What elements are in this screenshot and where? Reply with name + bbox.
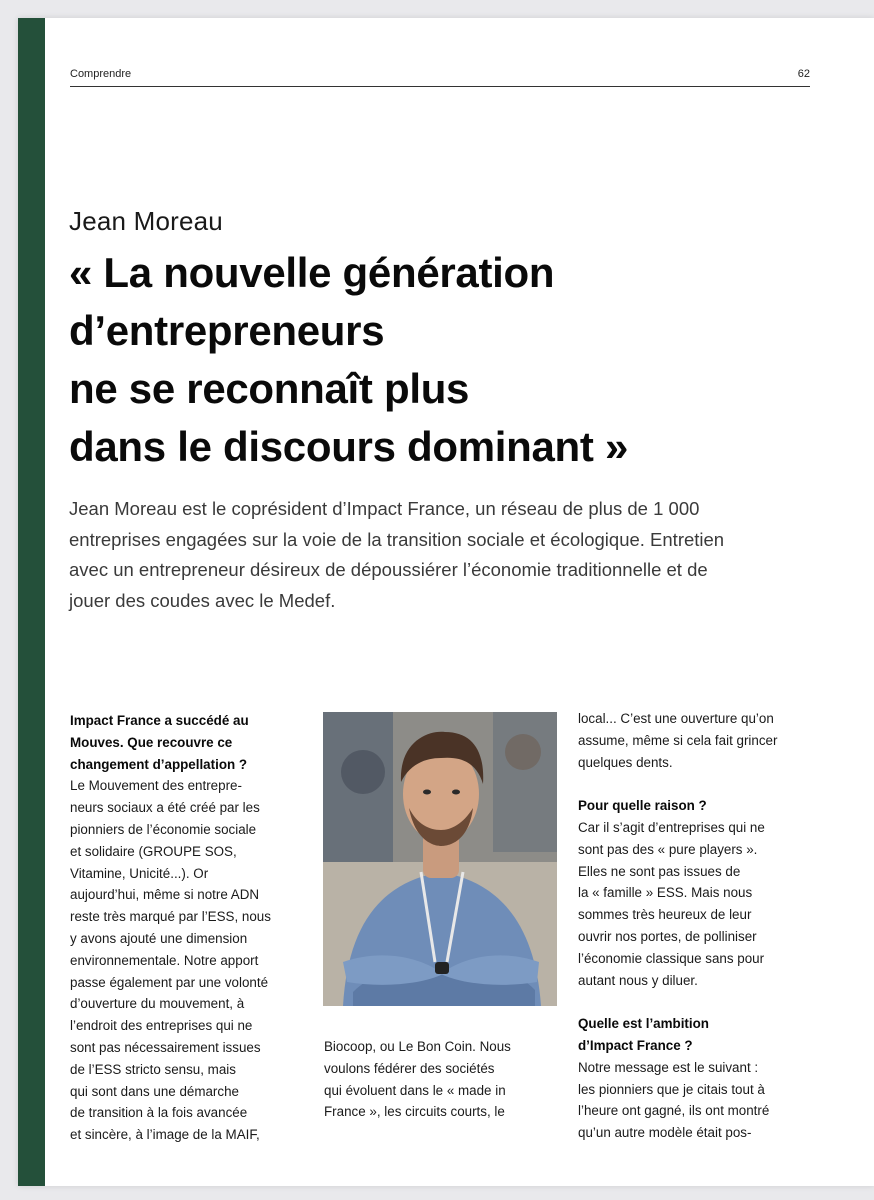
answer-line: autant nous y diluer.	[578, 972, 698, 988]
body-line: quelques dents.	[578, 754, 673, 770]
question-line: Mouves. Que recouvre ce	[70, 734, 233, 750]
lede-line: jouer des coudes avec le Medef.	[69, 589, 336, 611]
headline-line: « La nouvelle génération	[69, 249, 555, 296]
section-label: Comprendre	[70, 68, 132, 80]
answer-line: l’endroit des entreprises qui ne	[70, 1018, 253, 1034]
answer-line: Le Mouvement des entrepre-	[70, 778, 242, 794]
answer-line: Notre message est le suivant :	[578, 1059, 759, 1075]
question-line: Impact France a succédé au	[70, 713, 249, 728]
paragraph-gap	[578, 773, 818, 795]
lede-line: entreprises engagées sur la voie de la transition sociale et écologique. Entretien	[69, 528, 725, 550]
answer-line: neurs sociaux a été créé par les	[70, 800, 260, 816]
portrait-illustration	[323, 712, 557, 1006]
headline-line: ne se reconnaît plus	[69, 365, 470, 412]
answer-line: sont pas des « pure players ».	[578, 841, 758, 857]
answer-line: Vitamine, Unicité...). Or	[70, 865, 209, 881]
headline-line: dans le discours dominant »	[69, 423, 629, 470]
answer-line: Car il s’agit d’entreprises qui ne	[578, 819, 765, 835]
author-name: Jean Moreau	[69, 206, 223, 236]
answer-line: Elles ne sont pas issues de	[578, 863, 741, 879]
article-lede	[69, 494, 829, 616]
answer-line: et sincère, à l’image de la MAIF,	[70, 1127, 260, 1143]
interview-question: Pour quelle raison ?	[578, 798, 707, 814]
answer-line: qu’un autre modèle était pos-	[578, 1125, 752, 1141]
interview-question: d’Impact France ?	[578, 1037, 693, 1053]
text-column-2	[324, 1036, 564, 1123]
answer-line: la « famille » ESS. Mais nous	[578, 885, 753, 901]
answer-line: l’économie classique sans pour	[578, 950, 765, 966]
interview-question	[70, 710, 310, 775]
body-line: voulons fédérer des sociétés	[324, 1060, 495, 1076]
answer-line: environnementale. Notre apport	[70, 952, 259, 968]
article-headline	[69, 244, 829, 476]
answer-line: sont pas nécessairement issues	[70, 1039, 261, 1055]
headline-line: d’entrepreneurs	[69, 307, 385, 354]
answer-line: de l’ESS stricto sensu, mais	[70, 1061, 236, 1077]
running-header	[70, 68, 810, 87]
page-number: 62	[797, 68, 810, 80]
interview-answer	[70, 775, 310, 1146]
body-line: assume, même si cela fait grincer	[578, 732, 778, 748]
answer-line: l’heure ont gagné, ils ont montré	[578, 1103, 770, 1119]
portrait-photo	[323, 712, 557, 1006]
answer-line: sommes très heureux de leur	[578, 907, 752, 923]
interview-question: Quelle est l’ambition	[578, 1016, 709, 1032]
answer-line: qui sont dans une démarche	[70, 1083, 239, 1099]
question-line: changement d’appellation ?	[70, 756, 248, 772]
text-column-1	[70, 710, 310, 1146]
body-line: qui évoluent dans le « made in	[324, 1082, 506, 1098]
answer-line: aujourd’hui, même si notre ADN	[70, 887, 260, 903]
answer-line: reste très marqué par l’ESS, nous	[70, 909, 271, 925]
lede-line: Jean Moreau est le coprésident d’Impact France, un réseau de plus de 1 000	[69, 498, 700, 519]
green-margin-bar	[18, 18, 45, 1186]
answer-line: y avons ajouté une dimension	[70, 930, 248, 946]
paragraph-gap	[578, 991, 818, 1013]
body-line: France », les circuits courts, le	[324, 1104, 505, 1120]
answer-line: d’ouverture du mouvement, à	[70, 996, 245, 1012]
answer-line: et solidaire (GROUPE SOS,	[70, 843, 237, 859]
body-line: Biocoop, ou Le Bon Coin. Nous	[324, 1039, 511, 1054]
body-line: local... C’est une ouverture qu’on	[578, 711, 774, 726]
answer-line: de transition à la fois avancée	[70, 1105, 248, 1121]
magazine-page	[18, 18, 874, 1186]
answer-line: passe également par une volonté	[70, 974, 269, 990]
text-column-3	[578, 708, 818, 1144]
answer-line: ouvrir nos portes, de polliniser	[578, 928, 757, 944]
answer-line: pionniers de l’économie sociale	[70, 821, 257, 837]
lede-line: avec un entrepreneur désireux de dépoussiérer l’économie traditionnelle et de	[69, 559, 708, 580]
answer-line: les pionniers que je citais tout à	[578, 1081, 765, 1097]
